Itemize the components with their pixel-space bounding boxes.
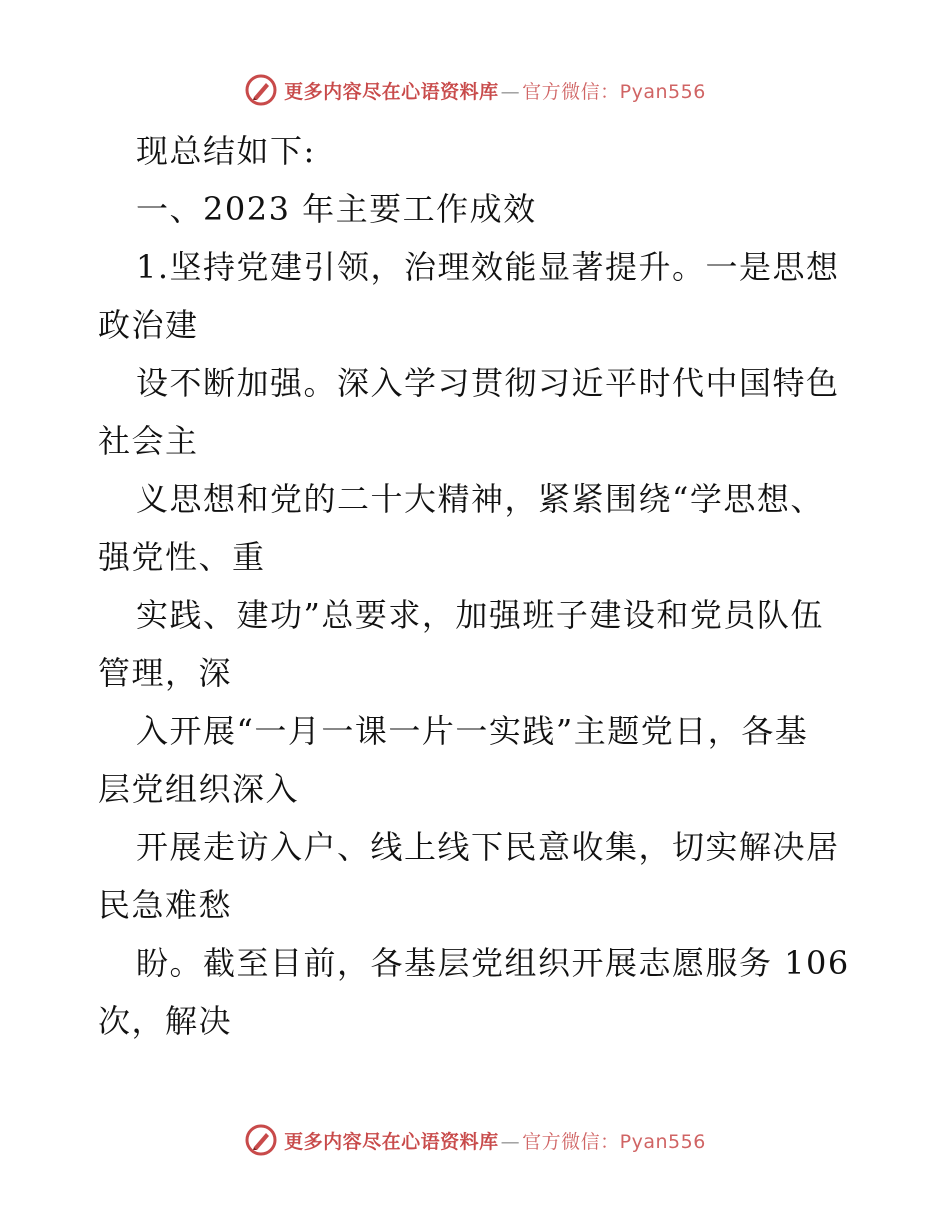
text-line: 管理，深 — [98, 654, 233, 692]
text-line: 义思想和党的二十大精神，紧紧围绕“学思想、 — [136, 480, 824, 518]
footer-watermark — [0, 1120, 950, 1160]
text-line: 开展走访入户、线上线下民意收集，切实解决居 — [136, 828, 840, 866]
text-line: 盼。截至目前，各基层党组织开展志愿服务 106 — [136, 944, 850, 982]
watermark-main-text: 更多内容尽在心语资料库 — [284, 1130, 499, 1153]
text-line: 实践、建功”总要求，加强班子建设和党员队伍 — [136, 596, 824, 634]
header-watermark — [0, 70, 950, 110]
watermark-separator: — — [500, 1130, 521, 1153]
text-line: 1.坚持党建引领，治理效能显著提升。一是思想 — [136, 248, 840, 286]
watermark-wechat-text: 官方微信：Pyan556 — [522, 1130, 706, 1153]
text-line: 政治建 — [98, 306, 199, 344]
text-line: 民急难愁 — [98, 886, 233, 924]
text-line: 强党性、重 — [98, 538, 266, 576]
text-line: 设不断加强。深入学习贯彻习近平时代中国特色 — [136, 364, 840, 402]
pen-logo-icon — [244, 1123, 278, 1157]
text-line: 入开展“一月一课一片一实践”主题党日，各基 — [136, 712, 809, 750]
text-line: 一、2023 年主要工作成效 — [136, 190, 537, 228]
text-line: 层党组织深入 — [98, 770, 300, 808]
watermark-main-text: 更多内容尽在心语资料库 — [284, 80, 499, 103]
pen-logo-icon — [244, 73, 278, 107]
text-line: 现总结如下: — [136, 132, 316, 170]
watermark-wechat-text: 官方微信：Pyan556 — [522, 80, 706, 103]
body-text — [98, 122, 858, 1050]
text-line: 次，解决 — [98, 1002, 233, 1040]
text-line: 社会主 — [98, 422, 199, 460]
watermark-separator: — — [500, 80, 521, 103]
